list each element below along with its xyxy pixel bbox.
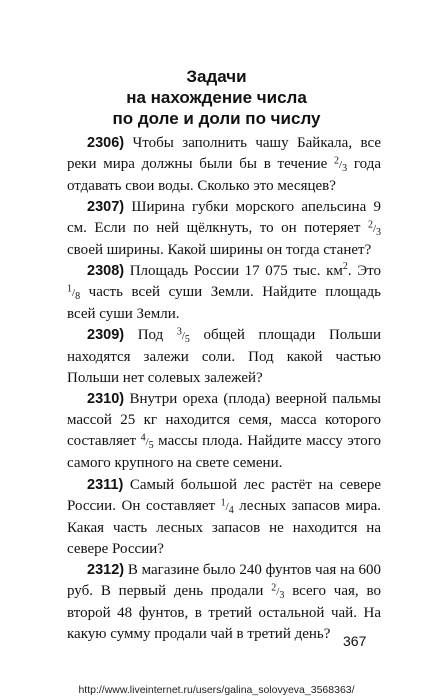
problem-2307 (67, 197, 381, 261)
fraction-denominator: 8 (75, 291, 81, 303)
fraction-numerator: 3 (176, 326, 182, 338)
problem-number: 2310) (87, 391, 125, 407)
problem-text: Чтобы заполнить чашу Байкала, все реки мира должны были бы в течение (67, 135, 381, 172)
section-title (0, 66, 433, 129)
problem-text: всего чая, во второй 48 фунтов, в третий остальной чай. На какую сумму продали чай в третий день? (67, 583, 381, 642)
fraction: $^1/_8$ (67, 283, 81, 303)
problem-2309 (67, 325, 381, 389)
title-line-2: на нахождение числа (126, 88, 307, 107)
page-number: 367 (343, 633, 367, 649)
problem-text: Под (124, 327, 177, 343)
title-line-3: по доле и доли по числу (112, 109, 321, 128)
fraction-denominator: 4 (228, 505, 234, 517)
problem-text: лесных запасов мира. Какая часть лесных запасов не находится на севере России? (67, 498, 381, 557)
problem-number: 2308) (87, 263, 125, 279)
title-line-1: Задачи (186, 67, 247, 86)
fraction: $^1/_4$ (220, 497, 234, 517)
fraction-numerator: 2 (271, 582, 277, 594)
fraction-numerator: 4 (140, 432, 146, 444)
problem-number: 2309) (87, 327, 125, 343)
fraction: $^4/_5$ (140, 432, 154, 452)
fraction-numerator: 1 (67, 283, 72, 295)
problem-text: своей ширины. Какой ширины он тогда станет? (67, 242, 372, 258)
fraction-numerator: 2 (334, 155, 340, 167)
problem-number: 2306) (87, 135, 125, 151)
problem-text: года отдавать свои воды. Сколько это месяцев? (67, 156, 381, 194)
problem-list (67, 133, 381, 645)
fraction-numerator: 1 (220, 497, 226, 509)
fraction: $^2/_3$ (334, 155, 348, 175)
problem-text: часть всей суши Земли. Найдите площадь всей суши Земли. (67, 284, 381, 322)
fraction: $^2/_3$ (271, 582, 285, 602)
fraction-denominator: 3 (279, 590, 285, 602)
problem-text: В магазине было 240 фунтов чая на 600 руб. В первый день продали (67, 562, 381, 599)
problem-number: 2311) (87, 477, 124, 493)
problem-2306 (67, 133, 381, 197)
problem-text: общей площади Польши находятся залежи соли. Под какой частью Польши нет солевых залежей? (67, 327, 381, 386)
fraction-denominator: 3 (342, 163, 348, 175)
problem-2311 (67, 475, 381, 560)
fraction: $^3/_5$ (176, 326, 190, 346)
problem-text: массы плода. Найдите массу этого самого крупного на свете семени. (67, 433, 381, 471)
problem-2312 (67, 560, 381, 645)
fraction-denominator: 3 (376, 227, 381, 239)
footer-url: http://www.liveinternet.ru/users/galina_solovyeva_3568363/ (78, 684, 355, 696)
problem-text: . Это (347, 263, 381, 279)
fraction-denominator: 5 (148, 440, 154, 452)
fraction-denominator: 5 (184, 334, 190, 346)
superscript: 2 (342, 261, 348, 272)
problem-2310 (67, 389, 381, 474)
problem-text: Внутри ореха (плода) веерной пальмы массой 25 кг находится семя, масса которого составляет (67, 391, 381, 449)
problem-text: Самый большой лес растёт на севере России. Он составляет (67, 477, 381, 514)
problem-2308 (67, 261, 381, 325)
problem-text: Ширина губки морского апельсина 9 см. Если по ней щёлкнуть, то он потеряет (67, 199, 381, 236)
problem-number: 2307) (87, 199, 125, 215)
fraction-numerator: 2 (367, 219, 373, 231)
problem-text: Площадь России 17 075 тыс. км (124, 263, 343, 279)
fraction: $^2/_3$ (367, 219, 381, 239)
problem-number: 2312) (87, 562, 125, 578)
